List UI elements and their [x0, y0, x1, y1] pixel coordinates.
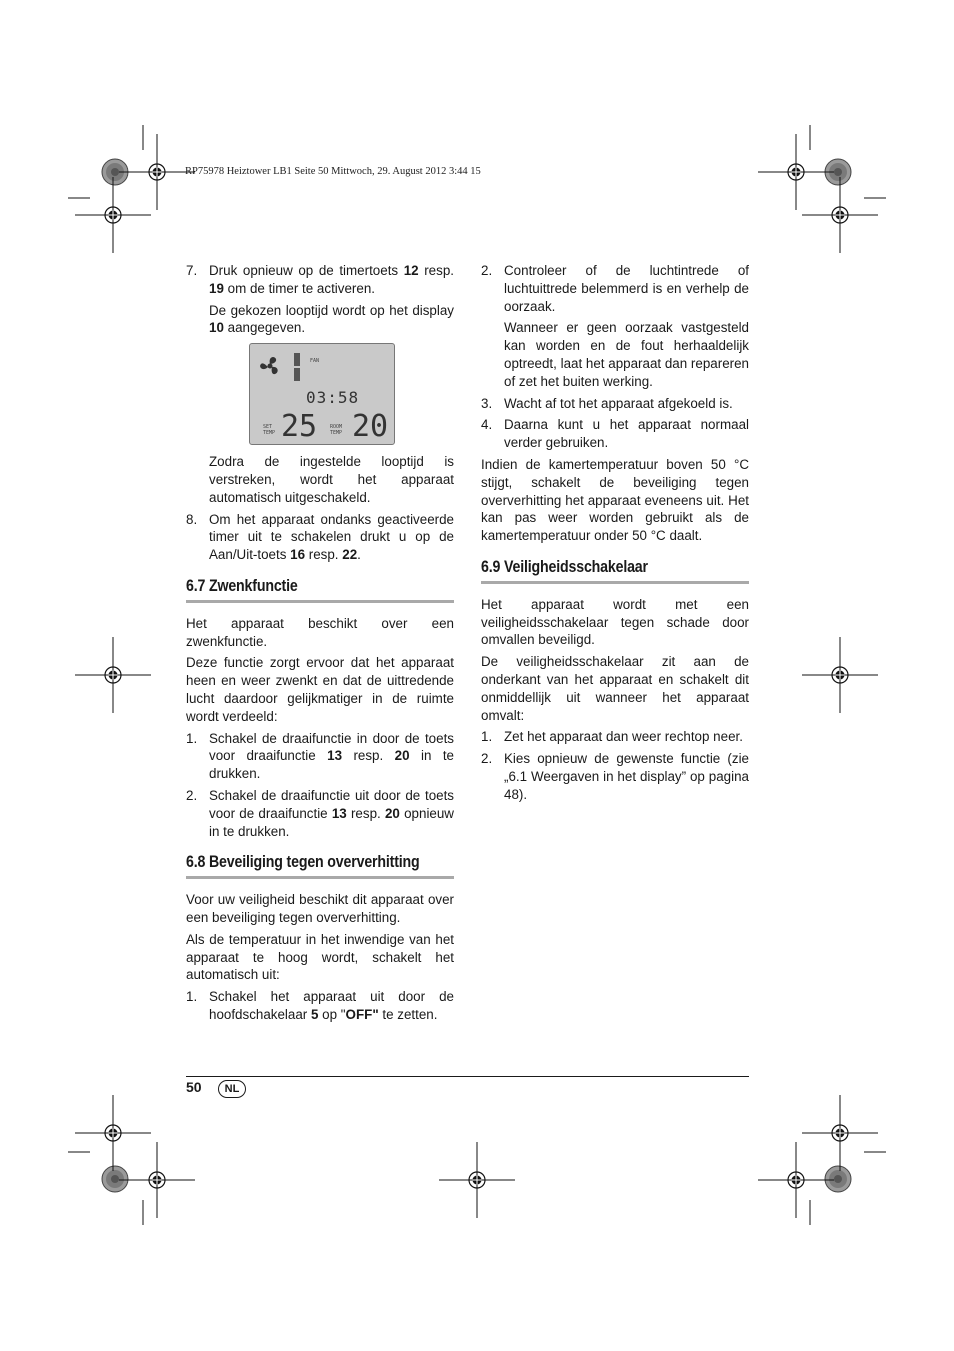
list-item: 1. Schakel de draaifunctie in door de toets voor draaifunctie 13 resp. 20 in te drukken. [186, 730, 454, 782]
print-slug: RP75978 Heiztower LB1 Seite 50 Mittwoch, 29. August 2012 3:44 15 [185, 166, 481, 177]
list-item: 1. Schakel het apparaat uit door de hoofdschakelaar 5 op "OFF" te zetten. [186, 989, 454, 1022]
paragraph: Indien de kamertemperatuur boven 50 °C stijgt, schakelt de beveiliging tegen oververhitting het apparaat eveneens uit. Het kan pas weer worden gebruikt als de kamertemperatuur onder 50 °C daalt. [481, 456, 749, 544]
paragraph: Wanneer er geen oorzaak vastgesteld kan worden en de fout herhaaldelijk optreedt, laat het apparaat dan repareren of zet het buiten werking. [504, 320, 749, 389]
list-item: 4. Daarna kunt u het apparaat normaal verder gebruiken. [481, 417, 749, 451]
paragraph: Als de temperatuur in het inwendige van het apparaat te hoog wordt, schakelt het automatisch uit: [186, 931, 454, 983]
right-column [481, 262, 749, 808]
list-item: 2. Schakel de draaifunctie uit door de toets voor de draaifunctie 13 resp. 20 opnieuw in te drukken. [186, 787, 454, 839]
page-number: 50 [186, 1079, 202, 1095]
list-item: 2. Controleer of de luchtintrede of luchtuittrede belemmerd is en verhelp de oorzaak. [481, 263, 749, 314]
lcd-time: 03:58 [306, 388, 360, 408]
list-item: 7. Druk opnieuw op de timertoets 12 resp. 19 om de timer te activeren. [186, 263, 454, 296]
lcd-set-temp: 25 [281, 409, 318, 445]
language-badge: NL [218, 1080, 246, 1098]
fan-icon [260, 357, 278, 374]
left-column [186, 262, 454, 1028]
list-item: 1. Zet het apparaat dan weer rechtop neer. [481, 729, 743, 745]
list-item: 8. Om het apparaat ondanks geactiveerde timer uit te schakelen drukt u op de Aan/Uit-toets 16 resp. 22. [186, 511, 454, 563]
paragraph: Voor uw veiligheid beschikt dit apparaat over een beveiliging tegen oververhitting. [186, 892, 454, 925]
lcd-display-illustration [249, 343, 395, 445]
list-item: 2. Kies opnieuw de gewenste functie (zie „6.1 Weergaven in het display” op pagina 48). [481, 751, 749, 802]
paragraph: Zodra de ingestelde looptijd is verstreken, wordt het apparaat automatisch uitgeschakeld. [209, 454, 454, 505]
section-heading: 6.7 Zwenkfunctie [186, 578, 454, 603]
svg-text:TEMP: TEMP [263, 430, 276, 437]
paragraph: De gekozen looptijd wordt op het display 10 aangegeven. [209, 302, 454, 336]
paragraph: Het apparaat wordt met een veiligheidsschakelaar tegen schade door omvallen beveiligd. [481, 596, 749, 648]
lcd-set-label: SET [263, 424, 273, 431]
section-heading: 6.9 Veiligheidsschakelaar [481, 559, 749, 584]
lcd-room-label: ROOM [330, 424, 343, 431]
footer-rule [186, 1076, 749, 1077]
paragraph: De veiligheidsschakelaar zit aan de onderkant van het apparaat en schakelt dit onmiddellijk uit wanneer het apparaat omvalt: [481, 654, 749, 723]
list-item: 3. Wacht af tot het apparaat afgekoeld is. [481, 395, 733, 411]
lcd-room-temp: 20 [352, 409, 389, 445]
svg-text:TEMP: TEMP [330, 430, 343, 437]
paragraph: Het apparaat beschikt over een zwenkfunctie. [186, 615, 454, 649]
lcd-fan-label: FAN [310, 358, 320, 365]
section-heading: 6.8 Beveiliging tegen oververhitting [186, 854, 454, 879]
paragraph: Deze functie zorgt ervoor dat het apparaat heen en weer zwenkt en dat de uittredende lucht daardoor gelijkmatiger in de ruimte wordt verdeeld: [186, 655, 454, 724]
